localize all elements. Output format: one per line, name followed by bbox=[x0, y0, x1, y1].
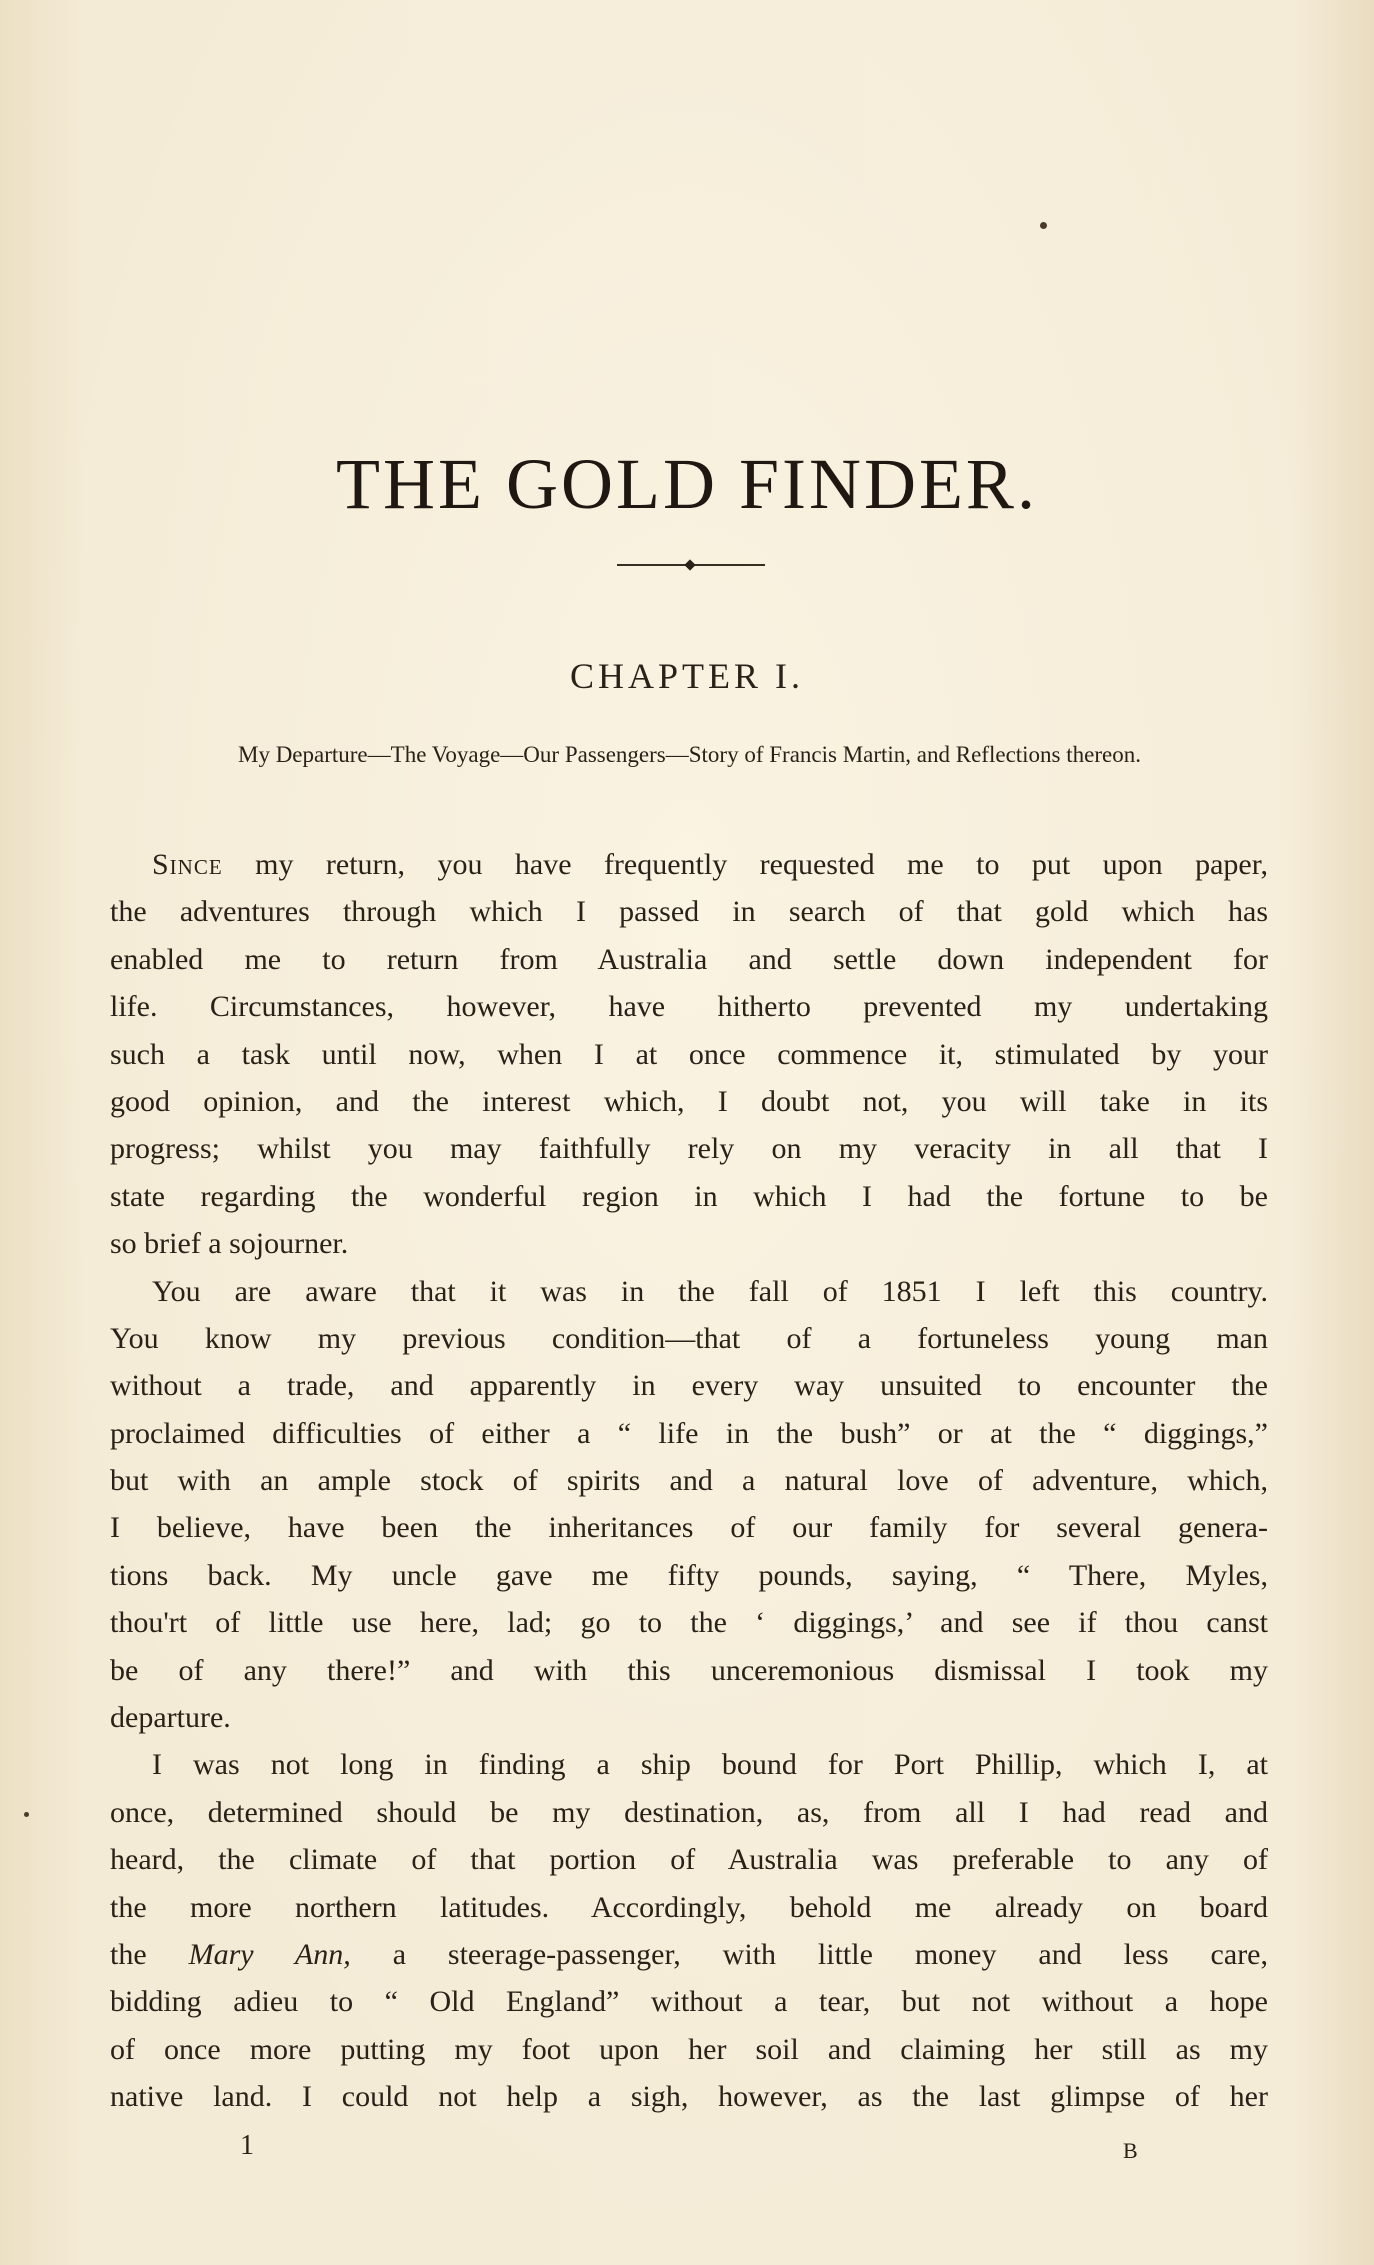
text-span: the bbox=[110, 1937, 147, 1971]
text-line: once, determined should be my destination, as, from all I had read and bbox=[110, 1795, 1268, 1829]
text-line: heard, the climate of that portion of Australia was preferable to any of bbox=[110, 1843, 1268, 1877]
ink-speck bbox=[24, 1812, 29, 1817]
text-line: thou'rt of little use here, lad; go to the ‘ diggings,’ and see if thou canst bbox=[110, 1606, 1268, 1640]
ship-name: Mary Ann, bbox=[188, 1937, 351, 1971]
text-line: without a trade, and apparently in every way unsuited to encounter the bbox=[110, 1369, 1268, 1403]
text-line: life. Circumstances, however, have hitherto prevented my undertaking bbox=[110, 990, 1268, 1024]
text-line: the adventures through which I passed in search of that gold which has bbox=[110, 895, 1268, 929]
text-line: be of any there!” and with this unceremonious dismissal I took my bbox=[110, 1653, 1268, 1687]
text-line: I believe, have been the inheritances of our family for several genera- bbox=[110, 1511, 1268, 1545]
drop-word: Since bbox=[152, 848, 223, 881]
text-line: the more northern latitudes. Accordingly, behold me already on board bbox=[110, 1890, 1268, 1924]
page-number: 1 bbox=[240, 2130, 254, 2161]
text-line: tions back. My uncle gave me fifty pounds, saying, “ There, Myles, bbox=[110, 1558, 1268, 1592]
rule-ornament bbox=[684, 559, 695, 570]
text-line: departure. bbox=[110, 1701, 231, 1735]
text-line: of once more putting my foot upon her soil and claiming her still as my bbox=[110, 2032, 1268, 2066]
signature-mark: B bbox=[1123, 2138, 1138, 2163]
book-title: THE GOLD FINDER. bbox=[336, 444, 1038, 525]
chapter-heading: CHAPTER I. bbox=[569, 656, 804, 696]
text-line: progress; whilst you may faithfully rely on my veracity in all that I bbox=[110, 1132, 1268, 1166]
text-line: You know my previous condition—that of a fortuneless young man bbox=[110, 1321, 1268, 1355]
ink-speck bbox=[1040, 222, 1047, 229]
text-span: my return, you have frequently requested me to put upon paper, bbox=[255, 848, 1268, 881]
text-line bbox=[110, 841, 1268, 888]
text-line: so brief a sojourner. bbox=[110, 1227, 349, 1261]
text-line: but with an ample stock of spirits and a natural love of adventure, which, bbox=[110, 1464, 1268, 1498]
text-line: enabled me to return from Australia and settle down independent for bbox=[110, 942, 1268, 976]
text-line: native land. I could not help a sigh, however, as the last glimpse of her bbox=[110, 2080, 1268, 2114]
text-line: such a task until now, when I at once commence it, stimulated by your bbox=[110, 1037, 1268, 1071]
text-line: proclaimed difficulties of either a “ life in the bush” or at the “ diggings,” bbox=[110, 1416, 1268, 1450]
text-span: a steerage-passenger, with little money and less care, bbox=[392, 1937, 1268, 1971]
text-line: You are aware that it was in the fall of 1851 I left this country. bbox=[152, 1274, 1268, 1308]
text-line: bidding adieu to “ Old England” without a tear, but not without a hope bbox=[110, 1985, 1268, 2019]
text-line: good opinion, and the interest which, I doubt not, you will take in its bbox=[110, 1084, 1268, 1118]
body-text bbox=[110, 841, 1268, 2121]
text-line bbox=[110, 1931, 1268, 1978]
text-line: I was not long in finding a ship bound for Port Phillip, which I, at bbox=[152, 1748, 1268, 1782]
text-line: state regarding the wonderful region in which I had the fortune to be bbox=[110, 1179, 1268, 1213]
chapter-synopsis: My Departure—The Voyage—Our Passengers—Story of Francis Martin, and Reflections thereon. bbox=[238, 742, 1141, 767]
